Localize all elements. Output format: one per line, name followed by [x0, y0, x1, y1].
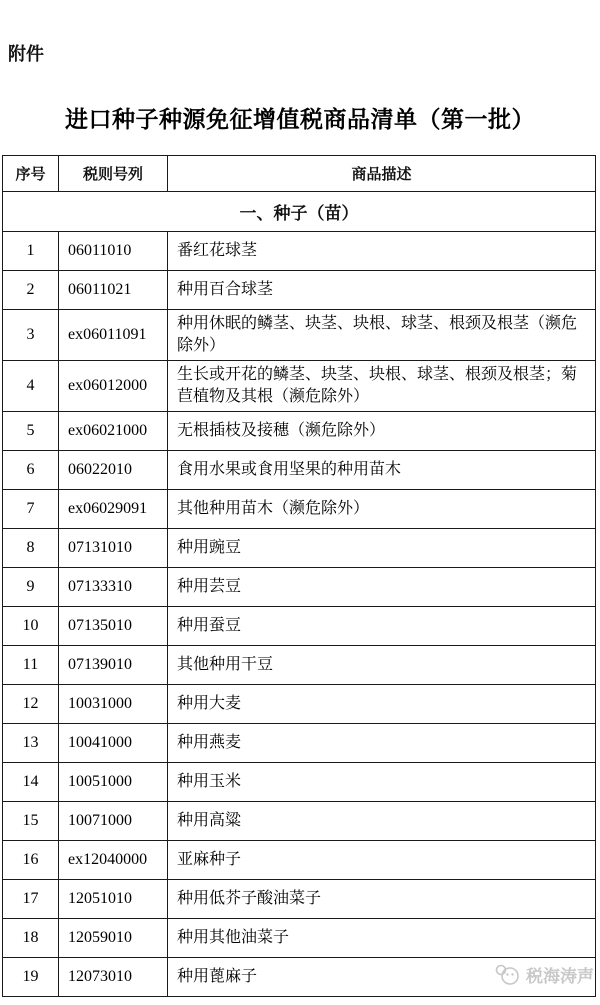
serial-cell: 17: [3, 880, 59, 919]
tariff-code-cell: 12051010: [59, 880, 168, 919]
description-cell: 番红花球茎: [168, 232, 596, 271]
serial-cell: 5: [3, 412, 59, 451]
serial-cell: 10: [3, 607, 59, 646]
table-row: [3, 880, 596, 919]
table-row: [3, 646, 596, 685]
section-header: 一、种子（苗）: [3, 192, 596, 232]
tariff-code-cell: ex06029091: [59, 490, 168, 529]
tariff-code-cell: ex06012000: [59, 361, 168, 412]
serial-cell: 16: [3, 841, 59, 880]
section-header-row: [3, 192, 596, 232]
serial-cell: 9: [3, 568, 59, 607]
description-cell: 无根插枝及接穗（濒危除外）: [168, 412, 596, 451]
watermark: [494, 962, 594, 987]
tariff-code-cell: 07133310: [59, 568, 168, 607]
table-row: [3, 310, 596, 361]
tariff-code-cell: 10051000: [59, 763, 168, 802]
tariff-code-cell: ex06011091: [59, 310, 168, 361]
serial-cell: 2: [3, 271, 59, 310]
table-row: [3, 271, 596, 310]
serial-cell: 19: [3, 958, 59, 997]
description-cell: 种用蚕豆: [168, 607, 596, 646]
tariff-code-cell: 12073010: [59, 958, 168, 997]
page-title: 进口种子种源免征增值税商品清单（第一批）: [65, 107, 535, 132]
table-header-row: [3, 156, 596, 192]
description-cell: 种用低芥子酸油菜子: [168, 880, 596, 919]
goods-table: [2, 155, 596, 997]
tariff-code-cell: 07139010: [59, 646, 168, 685]
serial-cell: 8: [3, 529, 59, 568]
table-row: [3, 607, 596, 646]
description-cell: 食用水果或食用坚果的种用苗木: [168, 451, 596, 490]
tariff-code-cell: 06022010: [59, 451, 168, 490]
tariff-code-cell: 06011010: [59, 232, 168, 271]
table-row: [3, 763, 596, 802]
description-cell: 种用休眠的鳞茎、块茎、块根、球茎、根颈及根茎（濒危除外）: [168, 310, 596, 361]
description-cell: 种用百合球茎: [168, 271, 596, 310]
tariff-code-cell: 12059010: [59, 919, 168, 958]
table-row: [3, 490, 596, 529]
table-row: [3, 802, 596, 841]
serial-cell: 15: [3, 802, 59, 841]
serial-cell: 1: [3, 232, 59, 271]
tariff-code-cell: ex12040000: [59, 841, 168, 880]
table-row: [3, 232, 596, 271]
table-row: [3, 724, 596, 763]
table-row: [3, 451, 596, 490]
serial-cell: 6: [3, 451, 59, 490]
tariff-code-cell: 07131010: [59, 529, 168, 568]
table-row: [3, 412, 596, 451]
serial-cell: 13: [3, 724, 59, 763]
serial-cell: 14: [3, 763, 59, 802]
table-row: [3, 919, 596, 958]
watermark-text: 税海涛声: [526, 967, 594, 986]
mascot-logo-icon: [494, 964, 521, 986]
tariff-code-cell: 10041000: [59, 724, 168, 763]
description-cell: 种用其他油菜子: [168, 919, 596, 958]
description-cell: 种用芸豆: [168, 568, 596, 607]
col-header-tariff-code: 税则号列: [59, 156, 168, 192]
tariff-code-cell: 10031000: [59, 685, 168, 724]
table-body: [3, 192, 596, 997]
tariff-code-cell: 07135010: [59, 607, 168, 646]
description-cell: 种用燕麦: [168, 724, 596, 763]
tariff-code-cell: 10071000: [59, 802, 168, 841]
table-row: [3, 841, 596, 880]
description-cell: 种用玉米: [168, 763, 596, 802]
col-header-serial: 序号: [3, 156, 59, 192]
table-row: [3, 361, 596, 412]
serial-cell: 12: [3, 685, 59, 724]
description-cell: 亚麻种子: [168, 841, 596, 880]
attachment-label: 附件: [8, 44, 44, 64]
serial-cell: 7: [3, 490, 59, 529]
description-cell: 生长或开花的鳞茎、块茎、块根、球茎、根颈及根茎；菊苣植物及其根（濒危除外）: [168, 361, 596, 412]
table-row: [3, 685, 596, 724]
table-row: [3, 529, 596, 568]
description-cell: 其他种用苗木（濒危除外）: [168, 490, 596, 529]
description-cell: 种用大麦: [168, 685, 596, 724]
tariff-code-cell: 06011021: [59, 271, 168, 310]
table-row: [3, 568, 596, 607]
serial-cell: 11: [3, 646, 59, 685]
tariff-code-cell: ex06021000: [59, 412, 168, 451]
description-cell: 其他种用干豆: [168, 646, 596, 685]
serial-cell: 18: [3, 919, 59, 958]
description-cell: 种用豌豆: [168, 529, 596, 568]
serial-cell: 3: [3, 310, 59, 361]
col-header-description: 商品描述: [168, 156, 596, 192]
serial-cell: 4: [3, 361, 59, 412]
description-cell: 种用高粱: [168, 802, 596, 841]
description-cell: 种用蓖麻子: [168, 958, 596, 997]
